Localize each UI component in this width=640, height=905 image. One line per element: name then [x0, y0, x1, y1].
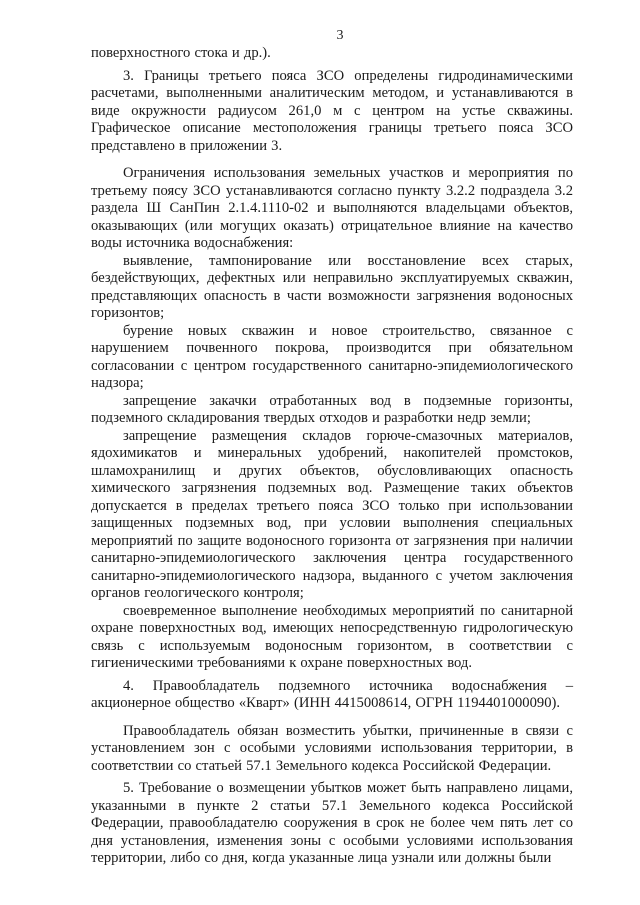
document-body — [91, 45, 573, 868]
list-item-well-plugging: выявление, тампонирование или восстановление всех старых, бездействующих, дефектных или неправильно эксплуатируемых скважин, представляющих опасность в части возможности загрязнения водоносных горизонтов; — [91, 252, 573, 321]
paragraph-compensation-duty: Правообладатель обязан возместить убытки, причиненные в связи с установлением зон с особыми условиями использования территории, в соответствии со статьей 57.1 Земельного кодекса Российской Федерации. — [91, 722, 573, 774]
list-item-injection-ban: запрещение закачки отработанных вод в подземные горизонты, подземного складирования твердых отходов и разработки недр земли; — [91, 392, 573, 426]
list-item-storage-ban: запрещение размещения складов горюче-смазочных материалов, ядохимикатов и минеральных удобрений, накопителей промстоков, шламохранилищ и других объектов, обусловливающих опасность химического загрязнения подземных вод. Размещение таких объектов допускается в пределах третьего пояса ЗСО только при использовании защищенных подземных вод, при условии выполнения специальных мероприятий по защите водоносного горизонта от загрязнения при наличии санитарно-эпидемиологического заключения центра государственного санитарно-эпидемиологического надзора, выданного с учетом заключения органов геологического контроля; — [91, 427, 573, 601]
list-item-drilling-approval: бурение новых скважин и новое строительство, связанное с нарушением почвенного покрова, производится при обязательном согласовании с центром государственного санитарно-эпидемиологического надзора; — [91, 322, 573, 391]
list-item-surface-water-protection: своевременное выполнение необходимых мероприятий по санитарной охране поверхностных вод, имеющих непосредственную гидрологическую связь с используемым водоносным горизонтом, в соответствии с гигиеническими требованиями к охране поверхностных вод. — [91, 602, 573, 671]
page-number: 3 — [336, 28, 344, 43]
paragraph-zone-boundaries: 3. Границы третьего пояса ЗСО определены гидродинамическими расчетами, выполненными аналитическим методом, и устанавливаются в виде окружности радиусом 261,0 м с центром на устье скважины. Графическое описание местоположения границы третьего пояса ЗСО представлено в приложении 3. — [91, 67, 573, 154]
paragraph-rights-holder: 4. Правообладатель подземного источника водоснабжения – акционерное общество «Кварт» (ИНН 4415008614, ОГРН 1194401000090). — [91, 677, 573, 711]
paragraph-land-use-restrictions: Ограничения использования земельных участков и мероприятия по третьему поясу ЗСО устанавливаются согласно пункту 3.2.2 подраздела 3.2 раздела Ш СанПин 2.1.4.1110-02 и выполняются владельцами объектов, оказывающих (или могущих оказать) отрицательное влияние на качество воды источника водоснабжения: — [91, 165, 573, 251]
paragraph-continuation: поверхностного стока и др.). — [91, 45, 271, 61]
paragraph-compensation-claim: 5. Требование о возмещении убытков может быть направлено лицами, указанными в пункте 2 статьи 57.1 Земельного кодекса Российской Федерации, правообладателю сооружения в срок не более чем пять лет со дня установления, изменения зоны с особыми условиями использования территории, либо со дня, когда указанные лица узнали или должны были — [91, 780, 573, 866]
